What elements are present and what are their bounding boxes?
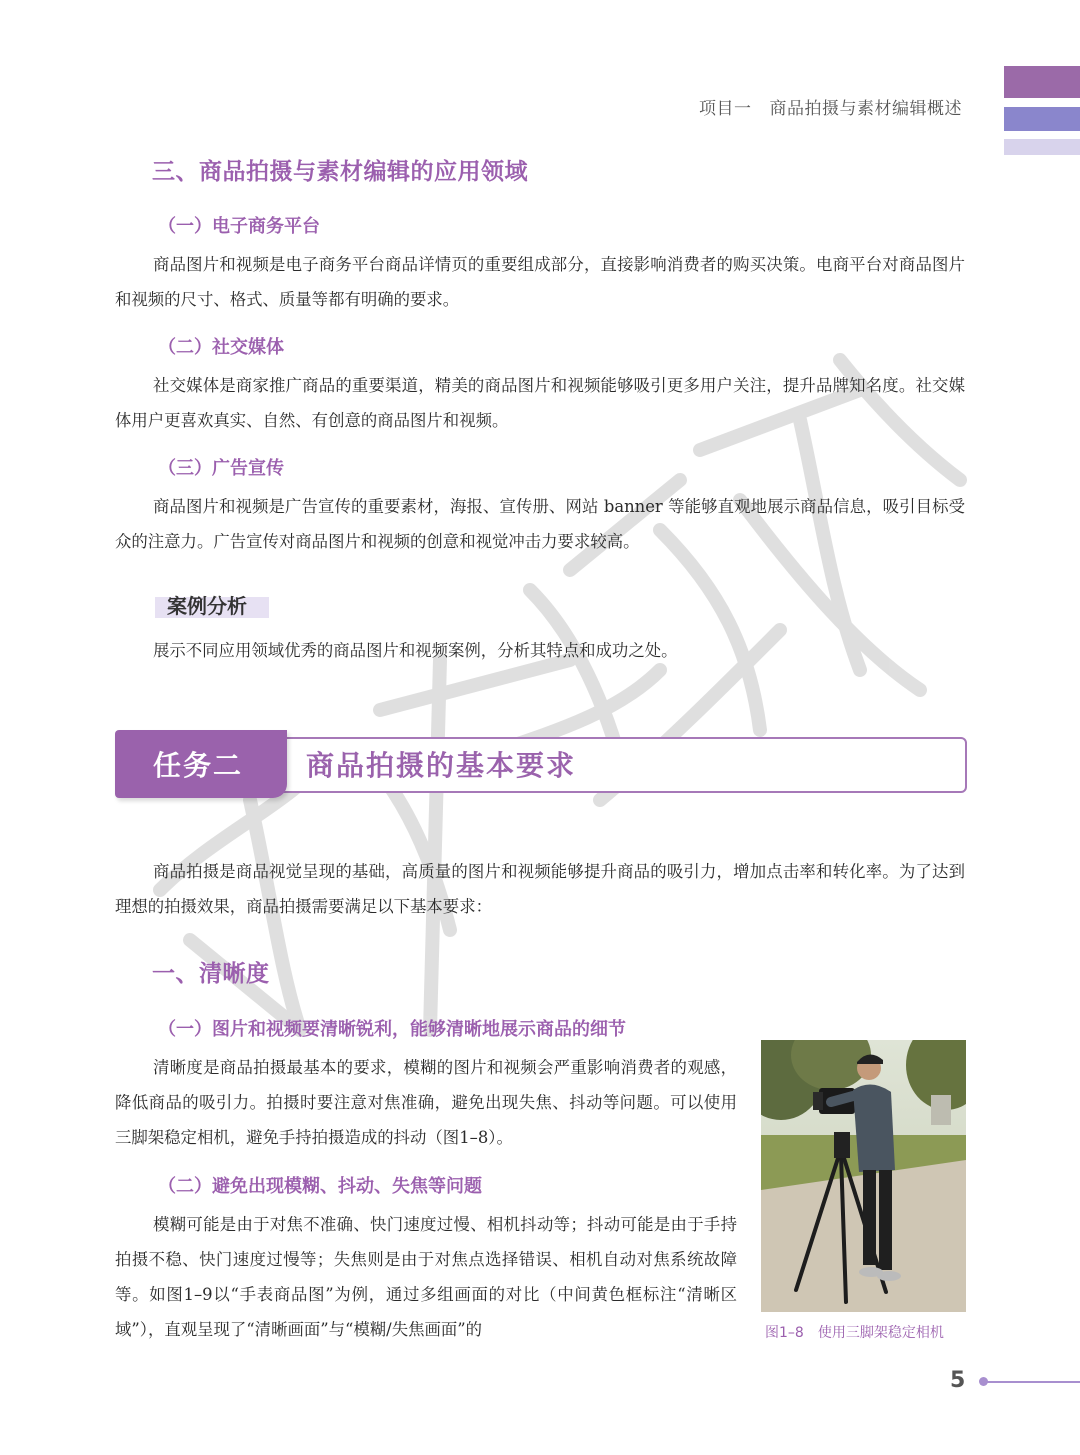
paragraph: 清晰度是商品拍摄最基本的要求，模糊的图片和视频会严重影响消费者的观感，降低商品的吸引力。拍摄时要注意对焦准确，避免出现失焦、抖动等问题。可以使用三脚架稳定相机，避免手持拍摄造成的抖动（图1–8）。 <box>115 1058 737 1147</box>
paragraph: 模糊可能是由于对焦不准确、快门速度过慢、相机抖动等；抖动可能是由于手持拍摄不稳、快门速度过慢等；失焦则是由于对焦点选择错误、相机自动对焦系统故障等。如图1–9以“手表商品图”为例，通过多组画面的对比（中间黄色框标注“清晰区域”），直观呈现了“清晰画面”与“模糊/失焦画面”的 <box>115 1215 737 1339</box>
paragraph: 商品图片和视频是广告宣传的重要素材，海报、宣传册、网站 banner 等能够直观地展示商品信息，吸引目标受众的注意力。广告宣传对商品图片和视频的创意和视觉冲击力要求较高。 <box>115 497 965 551</box>
header-bar-middle <box>1004 107 1080 131</box>
figure-number: 图1–8 <box>765 1325 804 1341</box>
paragraph: 社交媒体是商家推广商品的重要渠道，精美的商品图片和视频能够吸引更多用户关注，提升品牌知名度。社交媒体用户更喜欢真实、自然、有创意的商品图片和视频。 <box>115 376 965 430</box>
subsection-heading: （三）广告宣传 <box>158 458 284 479</box>
tripod-photo <box>761 1040 966 1312</box>
watermark-graphic <box>100 330 1000 1050</box>
footer-dot <box>979 1377 988 1386</box>
subsection-heading: （二）避免出现模糊、抖动、失焦等问题 <box>158 1176 482 1197</box>
subsection-heading: （一）图片和视频要清晰锐利，能够清晰地展示商品的细节 <box>158 1019 626 1040</box>
paragraph: 商品图片和视频是电子商务平台商品详情页的重要组成部分，直接影响消费者的购买决策。电商平台对商品图片和视频的尺寸、格式、质量等都有明确的要求。 <box>115 255 965 309</box>
header-bar-bottom <box>1004 139 1080 155</box>
subsection-heading: （二）社交媒体 <box>158 337 284 358</box>
task-title: 商品拍摄的基本要求 <box>306 749 577 782</box>
figure-caption-text: 使用三脚架稳定相机 <box>817 1325 944 1341</box>
page-number: 5 <box>950 1368 966 1393</box>
case-analysis-text: 展示不同应用领域优秀的商品图片和视频案例，分析其特点和成功之处。 <box>153 641 678 660</box>
running-header-title: 商品拍摄与素材编辑概述 <box>769 99 962 119</box>
footer-line <box>983 1381 1080 1383</box>
task-number: 任务二 <box>153 749 244 782</box>
subsection-heading: （一）电子商务平台 <box>158 216 320 237</box>
figure-caption <box>765 1322 944 1342</box>
running-header <box>699 94 962 119</box>
section-heading: 三、商品拍摄与素材编辑的应用领域 <box>152 159 528 185</box>
task-intro: 商品拍摄是商品视觉呈现的基础，高质量的图片和视频能够提升商品的吸引力，增加点击率和转化率。为了达到理想的拍摄效果，商品拍摄需要满足以下基本要求： <box>115 862 965 916</box>
section-heading: 一、清晰度 <box>152 961 270 987</box>
running-header-project: 项目一 <box>699 99 752 119</box>
tripod-photo-illustration <box>761 1040 966 1312</box>
case-analysis-title: 案例分析 <box>167 594 247 618</box>
header-bar-top <box>1004 66 1080 98</box>
